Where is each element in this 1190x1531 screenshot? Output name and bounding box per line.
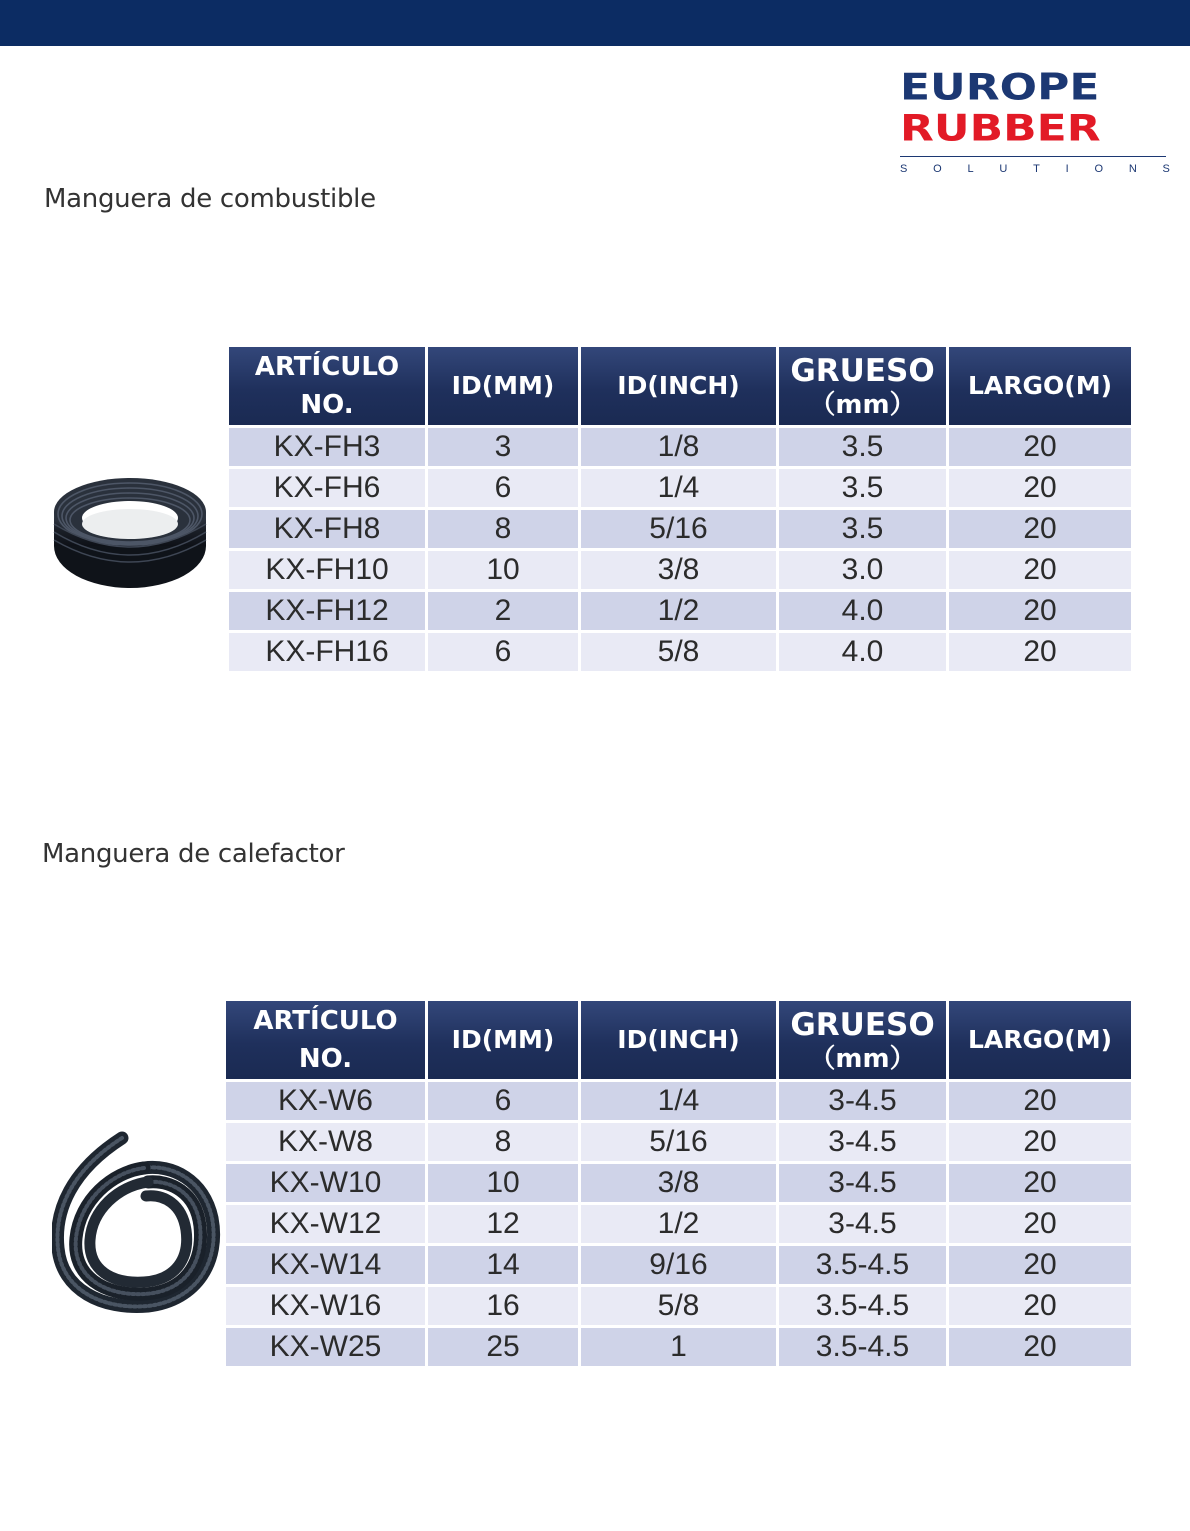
cell-item-no: KX-W16 (226, 1287, 425, 1325)
header-item-line2: NO. (298, 1044, 353, 1074)
cell-length: 20 (949, 1082, 1131, 1120)
cell-item-no: KX-W14 (226, 1246, 425, 1284)
cell-id-inch: 5/8 (581, 1287, 776, 1325)
cell-id-mm: 6 (428, 633, 578, 671)
cell-id-inch: 5/16 (581, 1123, 776, 1161)
cell-id-mm: 16 (428, 1287, 578, 1325)
header-thickness (779, 1001, 946, 1079)
cell-item-no: KX-FH10 (229, 551, 425, 589)
cell-id-inch: 9/16 (581, 1246, 776, 1284)
cell-id-mm: 8 (428, 510, 578, 548)
header-thickness (779, 347, 946, 425)
company-logo (898, 66, 1170, 182)
header-id-inch: ID(INCH) (581, 347, 776, 425)
cell-thickness: 3.5 (779, 428, 946, 466)
cell-thickness: 3.5-4.5 (779, 1328, 946, 1366)
cell-length: 20 (949, 1328, 1131, 1366)
header-thickness-line2: （mm） (809, 1044, 916, 1074)
cell-thickness: 3.5-4.5 (779, 1246, 946, 1284)
table-row (229, 633, 1131, 671)
header-item-no (229, 347, 425, 425)
cell-length: 20 (949, 428, 1131, 466)
top-banner (0, 0, 1190, 46)
cell-item-no: KX-FH16 (229, 633, 425, 671)
fuel-hose-title: Manguera de combustible (44, 184, 376, 214)
table-row (226, 1246, 1131, 1284)
cell-item-no: KX-W10 (226, 1164, 425, 1202)
heater-hose-coil-image (52, 1130, 224, 1316)
cell-item-no: KX-FH8 (229, 510, 425, 548)
heater-hose-table (223, 998, 1134, 1369)
cell-length: 20 (949, 1164, 1131, 1202)
table-row (226, 1123, 1131, 1161)
cell-thickness: 3-4.5 (779, 1123, 946, 1161)
cell-id-mm: 25 (428, 1328, 578, 1366)
header-thickness-line1: GRUESO (790, 1007, 935, 1043)
cell-item-no: KX-FH6 (229, 469, 425, 507)
cell-id-mm: 6 (428, 1082, 578, 1120)
header-item-line1: ARTÍCULO (253, 1006, 398, 1036)
cell-length: 20 (949, 469, 1131, 507)
cell-length: 20 (949, 1246, 1131, 1284)
cell-item-no: KX-W6 (226, 1082, 425, 1120)
cell-thickness: 3.5 (779, 469, 946, 507)
header-id-inch: ID(INCH) (581, 1001, 776, 1079)
cell-thickness: 3-4.5 (779, 1205, 946, 1243)
logo-tagline: S O L U T I O N S (900, 163, 1170, 175)
cell-id-inch: 1/4 (581, 1082, 776, 1120)
cell-id-inch: 1/2 (581, 1205, 776, 1243)
header-id-mm: ID(MM) (428, 1001, 578, 1079)
table-row (226, 1205, 1131, 1243)
cell-id-inch: 1/8 (581, 428, 776, 466)
table-row (226, 1328, 1131, 1366)
cell-id-inch: 1 (581, 1328, 776, 1366)
cell-length: 20 (949, 633, 1131, 671)
table-header-row (229, 347, 1131, 425)
cell-thickness: 3.5 (779, 510, 946, 548)
cell-thickness: 3-4.5 (779, 1164, 946, 1202)
cell-length: 20 (949, 1287, 1131, 1325)
cell-length: 20 (949, 1205, 1131, 1243)
cell-item-no: KX-W25 (226, 1328, 425, 1366)
logo-divider (900, 156, 1166, 157)
cell-length: 20 (949, 1123, 1131, 1161)
cell-length: 20 (949, 592, 1131, 630)
header-thickness-line1: GRUESO (790, 353, 935, 389)
table-row (226, 1082, 1131, 1120)
cell-id-mm: 14 (428, 1246, 578, 1284)
table-row (226, 1164, 1131, 1202)
cell-item-no: KX-FH12 (229, 592, 425, 630)
cell-id-mm: 12 (428, 1205, 578, 1243)
table-row (229, 510, 1131, 548)
logo-line-rubber: RUBBER (900, 107, 1101, 150)
header-item-line1: ARTÍCULO (254, 352, 400, 382)
cell-thickness: 3-4.5 (779, 1082, 946, 1120)
table-row (229, 592, 1131, 630)
cell-id-mm: 6 (428, 469, 578, 507)
table-row (226, 1287, 1131, 1325)
header-id-mm: ID(MM) (428, 347, 578, 425)
heater-hose-title: Manguera de calefactor (42, 839, 345, 869)
cell-id-inch: 5/8 (581, 633, 776, 671)
table-row (229, 551, 1131, 589)
header-length: LARGO(M) (949, 347, 1131, 425)
cell-id-inch: 1/4 (581, 469, 776, 507)
header-thickness-line2: （mm） (809, 390, 916, 420)
header-length: LARGO(M) (949, 1001, 1131, 1079)
cell-thickness: 3.0 (779, 551, 946, 589)
cell-id-inch: 3/8 (581, 1164, 776, 1202)
cell-thickness: 3.5-4.5 (779, 1287, 946, 1325)
cell-id-mm: 2 (428, 592, 578, 630)
table-row (229, 469, 1131, 507)
header-item-line2: NO. (300, 390, 354, 420)
header-item-no (226, 1001, 425, 1079)
cell-length: 20 (949, 551, 1131, 589)
cell-id-inch: 3/8 (581, 551, 776, 589)
fuel-hose-table (226, 344, 1134, 674)
cell-id-mm: 10 (428, 551, 578, 589)
cell-id-inch: 1/2 (581, 592, 776, 630)
cell-id-mm: 10 (428, 1164, 578, 1202)
cell-item-no: KX-W8 (226, 1123, 425, 1161)
cell-length: 20 (949, 510, 1131, 548)
cell-id-mm: 8 (428, 1123, 578, 1161)
table-row (229, 428, 1131, 466)
cell-id-inch: 5/16 (581, 510, 776, 548)
logo-line-europe: EUROPE (900, 66, 1100, 109)
cell-id-mm: 3 (428, 428, 578, 466)
cell-thickness: 4.0 (779, 633, 946, 671)
cell-item-no: KX-W12 (226, 1205, 425, 1243)
table-header-row (226, 1001, 1131, 1079)
cell-item-no: KX-FH3 (229, 428, 425, 466)
cell-thickness: 4.0 (779, 592, 946, 630)
fuel-hose-coil-image (52, 474, 208, 590)
